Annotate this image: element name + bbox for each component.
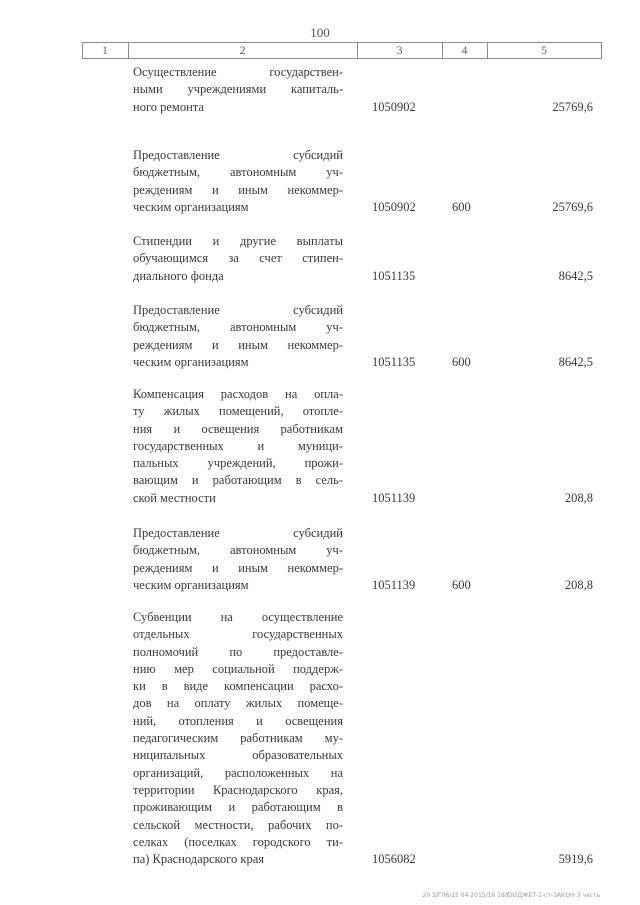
description-line: педагогическим работникам му- [133,731,343,746]
row-amount: 25769,6 [552,99,593,114]
description-line: организаций, расположенных на [133,765,343,780]
header-col-5: 5 [541,43,547,57]
description-line: ческим организациям [133,577,249,592]
description-line: селках (поселках городского ти- [133,834,343,849]
description-line: ческим организациям [133,199,249,214]
description-line: ки в виде компенсации расхо- [133,679,343,694]
row-amount: 25769,6 [552,199,593,214]
description-line: реждениям и иным некоммер- [133,182,343,197]
description-line: обучающимся за счет стипен- [133,251,343,266]
row-amount: 8642,5 [558,354,593,369]
row-description [133,233,343,285]
description-line: нию мер социальной поддерж- [133,661,343,676]
row-code: 1051135 [372,268,416,283]
row-code: 1056082 [372,852,416,867]
row-code: 1051139 [372,490,416,505]
description-line: отдельных государственных [133,627,343,642]
description-line: проживающим и работающим в [133,800,343,815]
description-line: Предоставление субсидий [133,148,343,162]
description-line: государственных и муници- [133,438,343,453]
row-description [133,525,343,594]
description-line: Компенсация расходов на опла- [133,387,343,401]
row-description [133,609,343,868]
description-line: Стипендии и другие выплаты [133,234,343,248]
row-description [133,147,343,216]
description-line: ными учреждениями капиталь- [133,82,343,97]
row-expense-type: 600 [452,577,471,592]
document-footer: 20 З/Г06/25 04 2015/16 18/БЮДЖЕТ-1-ст-ЗАКОН-3 часть [422,892,600,899]
header-bottom-border [82,58,602,59]
row-description [133,64,343,116]
header-divider [601,42,602,58]
table-row [0,386,640,507]
description-line: ниципальных образовательных [133,748,343,763]
row-amount: 5919,6 [558,852,593,867]
page-number: 100 [310,25,330,40]
row-description [133,386,343,507]
description-line: полномочий по предоставле- [133,644,343,659]
row-amount: 208,8 [564,490,593,505]
table-row [0,233,640,285]
table-row [0,609,640,869]
description-line: Субвенции на осуществление [133,610,343,624]
row-amount: 208,8 [564,577,593,592]
row-amount: 8642,5 [558,268,593,283]
description-line: вающим и работающим в сель- [133,473,343,488]
description-line: бюджетным, автономным уч- [133,320,343,335]
description-line: диального фонда [133,268,224,283]
description-line: дов на оплату жилых помеще- [133,696,343,711]
table-row [0,147,640,216]
description-line: пальных учреждений, прожи- [133,456,343,471]
description-line: ту жилых помещений, отопле- [133,404,343,419]
description-line: ческим организациям [133,354,249,369]
description-line: реждениям и иным некоммер- [133,337,343,352]
description-line: Осуществление государствен- [133,65,343,79]
row-expense-type: 600 [452,354,471,369]
description-line: па) Краснодарского края [133,852,264,867]
description-line: ния и освещения работникам [133,421,343,436]
header-col-2: 2 [239,43,246,57]
table-row [0,525,640,594]
row-expense-type: 600 [452,199,471,214]
row-code: 1050902 [372,99,416,114]
description-line: ний, отопления и освещения [133,713,343,728]
description-line: сельской местности, рабочих по- [133,817,343,832]
row-code: 1050902 [372,199,416,214]
description-line: бюджетным, автономным уч- [133,165,343,180]
row-description [133,302,343,371]
description-line: бюджетным, автономным уч- [133,543,343,558]
description-line: Предоставление субсидий [133,526,343,540]
header-col-1: 1 [102,43,108,57]
row-code: 1051139 [372,577,416,592]
description-line: ской местности [133,490,216,505]
description-line: территории Краснодарского края, [133,782,343,797]
table-row [0,302,640,371]
table-row [0,64,640,116]
table-header [82,42,602,58]
description-line: ного ремонта [133,99,204,114]
row-code: 1051135 [372,354,416,369]
description-line: реждениям и иным некоммер- [133,560,343,575]
header-col-3: 3 [396,43,403,57]
header-col-4: 4 [461,43,468,57]
description-line: Предоставление субсидий [133,303,343,317]
